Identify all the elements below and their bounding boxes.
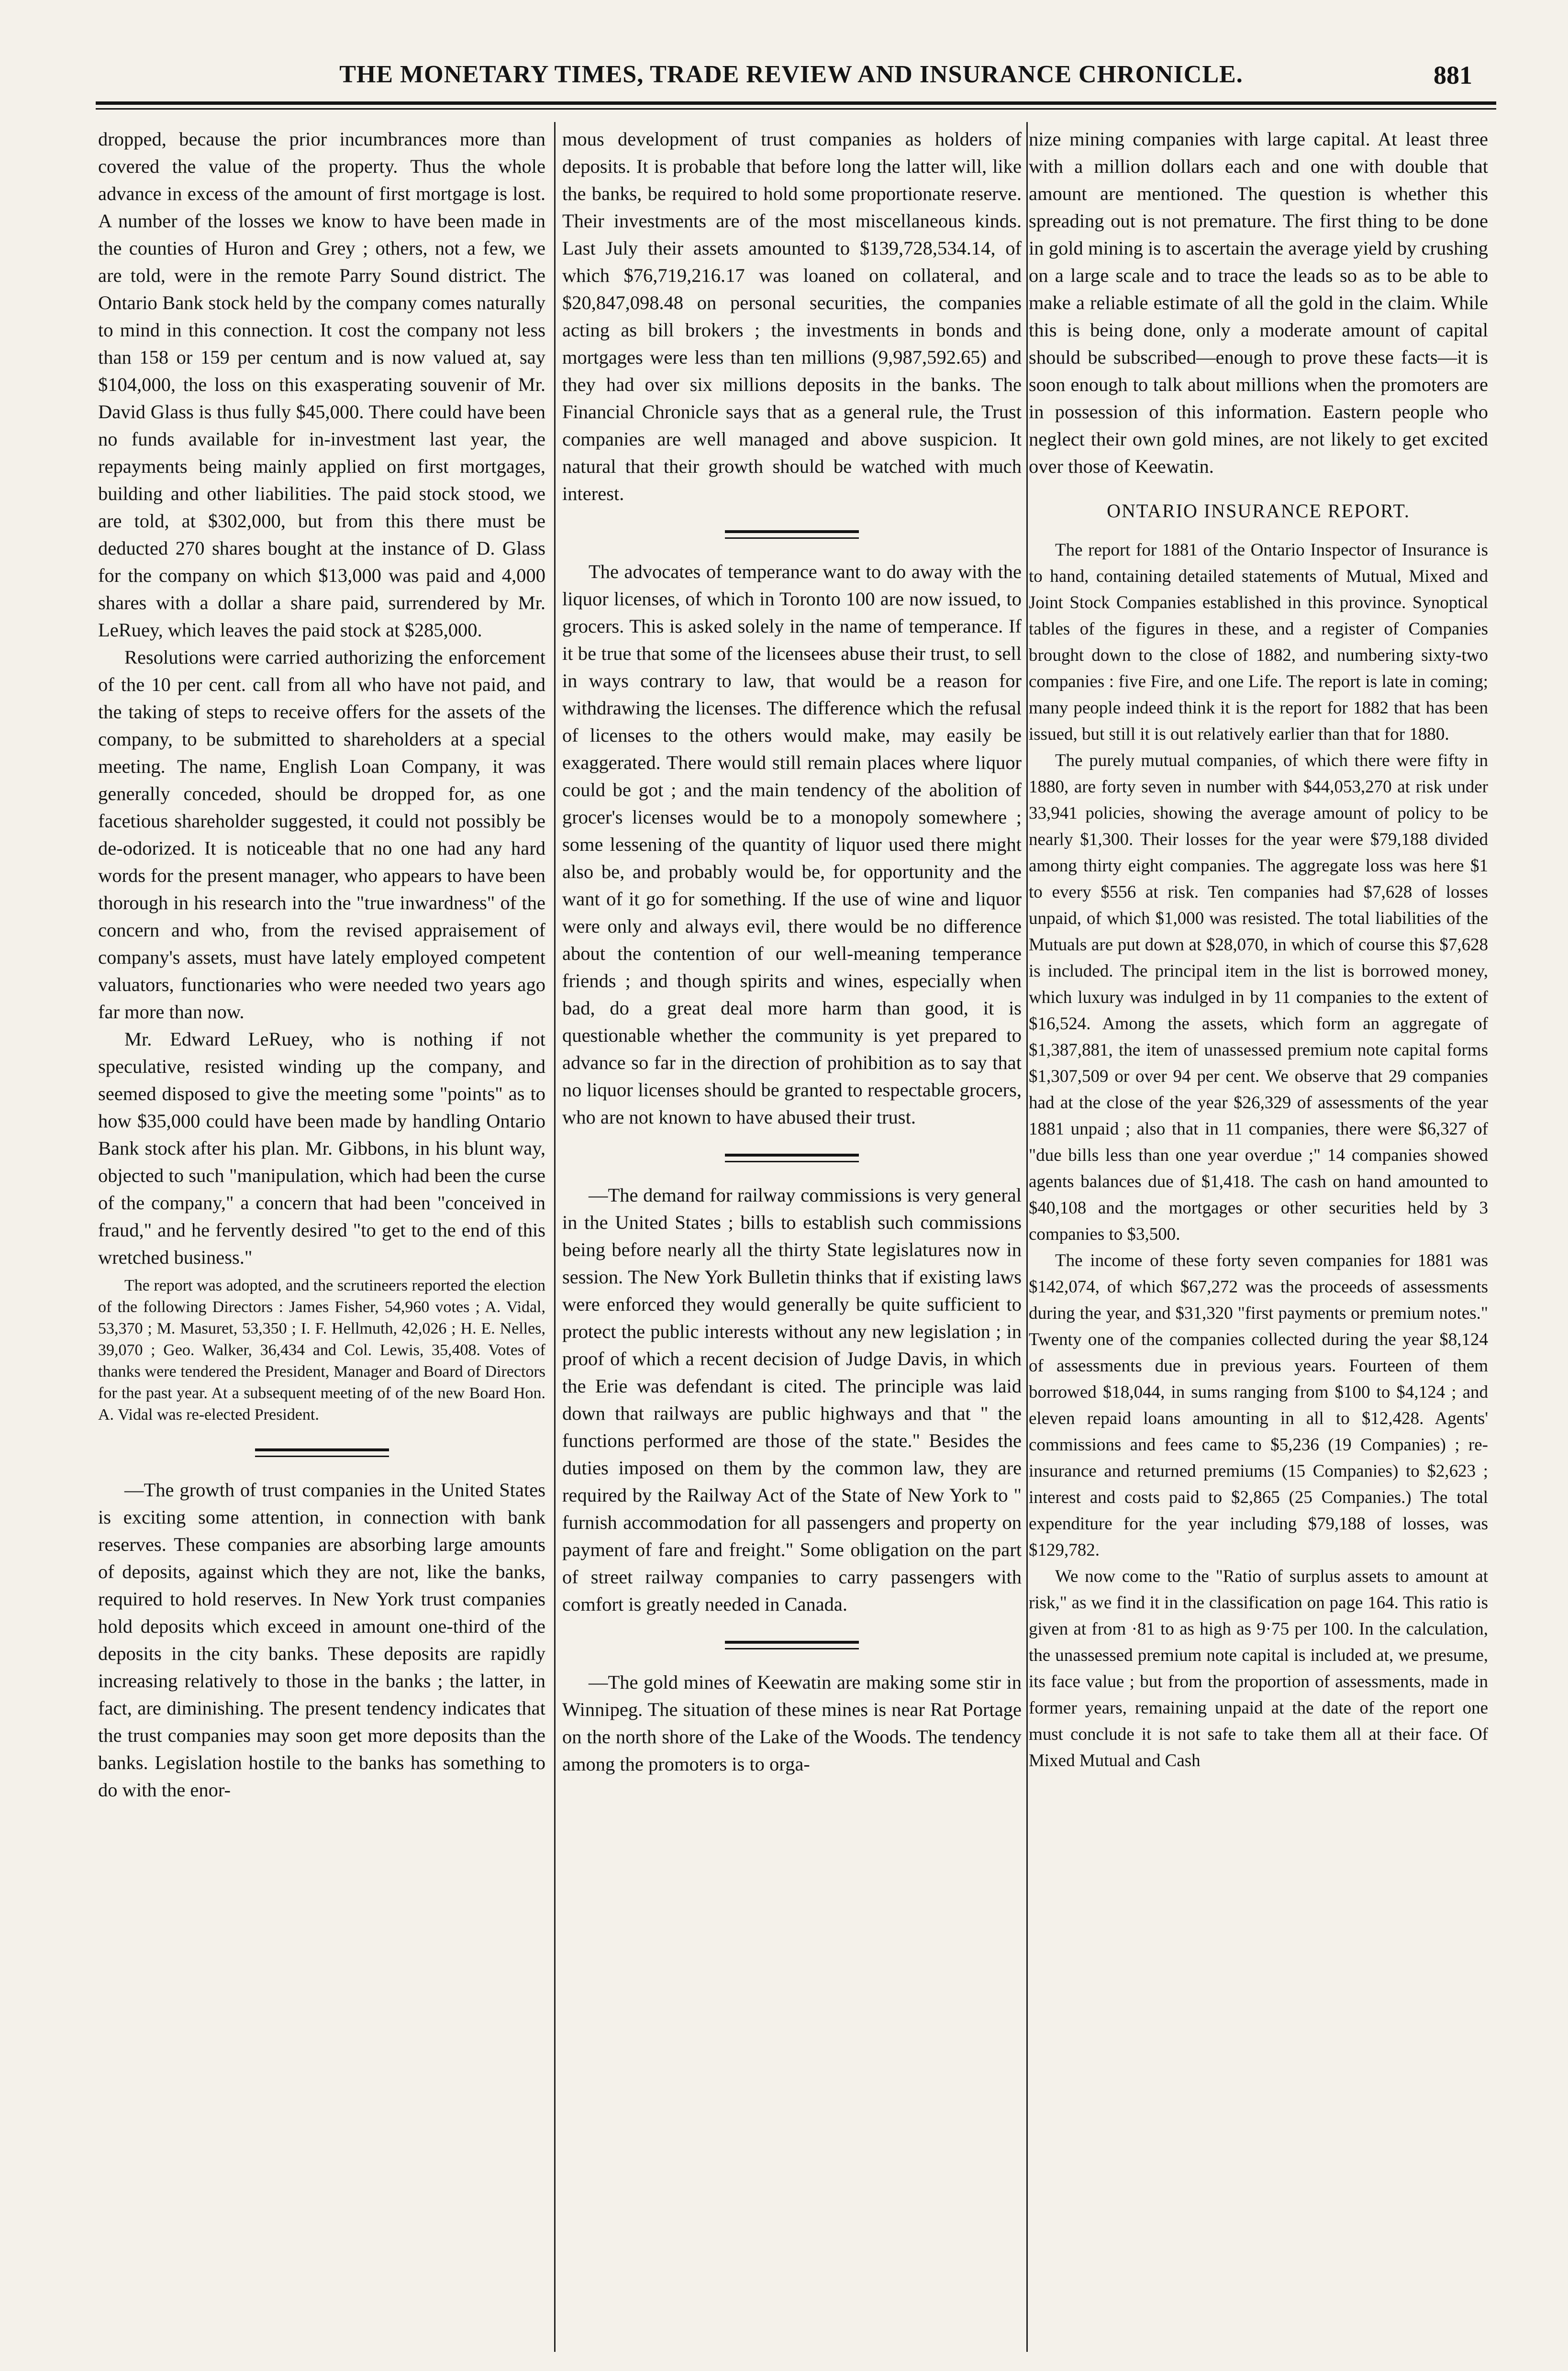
article-paragraph: nize mining companies with large capital. At least three with a million dollars each and one with double that amount are mentioned. The question is whether this spreading out is not premature. The first thing to be done in gold mining is to ascertain the average yield by crushing on a large scale and to trace the leads so as to be able to make a reliable estimate of all the gold in the claim. While this is being done, only a moderate amount of capital should be subscribed—enough to prove these facts—it is soon enough to talk about millions when the promoters are in possession of this information. Eastern people who neglect their own gold mines, are not likely to get excited over those of Keewatin.: [1029, 128, 1488, 477]
running-title: THE MONETARY TIMES, TRADE REVIEW AND INSURANCE CHRONICLE.: [339, 60, 1243, 88]
article-paragraph-small: The report was adopted, and the scrutineers reported the election of the following Directors : James Fisher, 54,960 votes ; A. Vidal, 53,370 ; M. Masuret, 53,350 ; I. F. Hellmuth, 42,026 ; H. E. Nelles, 39,070 ; Geo. Walker, 36,434 and Col. Lewis, 35,408. Votes of thanks were tendered the President, Manager and Board of Directors for the past year. At a subsequent meeting of of the new Board Hon. A. Vidal was re-elected President.: [98, 1277, 545, 1424]
section-separator: [562, 523, 1022, 545]
column-1: [98, 125, 545, 2350]
section-separator: [562, 1147, 1022, 1169]
page-header: [110, 53, 1472, 96]
news-item: —The demand for railway commissions is very general in the United States ; bills to establish such commissions being before nearly all the thirty State legislatures now in session. The New York Bulletin thinks that if existing laws were enforced they would generally be quite sufficient to protect the public interests without any new legislation ; in proof of which a recent decision of Judge Davis, in which the Erie was defendant is cited. The principle was laid down that railways are public highways and that " the functions performed are those of the state." Besides the duties imposed on them by the common law, they are required by the Railway Act of the State of New York to " furnish accommodation for all passengers and property on payment of fare and freight." Some obligation on the part of street railway companies to carry passengers with comfort is greatly needed in Canada.: [562, 1184, 1022, 1615]
article-paragraph: Resolutions were carried authorizing the enforcement of the 10 per cent. call from all who have not paid, and the taking of steps to receive offers for the assets of the company, to be submitted to shareholders at a special meeting. The name, English Loan Company, it was generally conceded, should be dropped for, as one facetious shareholder suggested, it could not possibly be de-odorized. It is noticeable that no one had any hard words for the present manager, who appears to have been thorough in his research into the "true inwardness" of the concern and who, from the revised appraisement of company's assets, must have lately employed competent valuators, functionaries who were needed two years ago far more than now.: [98, 646, 545, 1023]
article-paragraph: mous development of trust companies as holders of deposits. It is probable that before long the latter will, like the banks, be required to hold some proportionate reserve. Their investments are of the most miscellaneous kinds. Last July their assets amounted to $139,728,534.14, of which $76,719,216.17 was loaned on collateral, and $20,847,098.48 on personal securities, the companies acting as bill brokers ; the investments in bonds and mortgages were less than ten millions (9,987,592.65) and they had over six millions deposits in the banks. The Financial Chronicle says that as a general rule, the Trust companies are well managed and above suspicion. It natural that their growth should be watched with much interest.: [562, 128, 1022, 504]
column-divider: [1026, 122, 1028, 2352]
section-separator: [562, 1634, 1022, 1656]
column-2: [562, 125, 1022, 2350]
column-3: [1029, 125, 1488, 2350]
page-number: 881: [1434, 61, 1472, 89]
news-item: The advocates of temperance want to do away with the liquor licenses, of which in Toronto 100 are now issued, to grocers. This is asked solely in the name of temperance. If it be true that some of the licensees abuse their trust, to sell in ways contrary to law, that would be a reason for withdrawing the licenses. The difference which the refusal of licenses to the others would make, may easily be exaggerated. There would still remain places where liquor could be got ; and the main tendency of the abolition of grocer's licenses would be to a monopoly somewhere ; some lessening of the quantity of liquor used there might also be, and probably would be, for opportunity and the want of it go for something. If the use of wine and liquor were only and always evil, there would be no difference about the contention of our well-meaning temperance friends ; and though spirits and wines, especially when bad, do a great deal more harm than good, it is questionable whether the community is yet prepared to advance so far in the direction of prohibition as to say that no liquor licenses should be granted to respectable grocers, who are not known to have abused their trust.: [562, 561, 1022, 1128]
news-item: —The gold mines of Keewatin are making some stir in Winnipeg. The situation of these mines is near Rat Portage on the north shore of the Lake of the Woods. The tendency among the promoters is to orga-: [562, 1671, 1022, 1775]
report-paragraph: The income of these forty seven companies for 1881 was $142,074, of which $67,272 was the proceeds of assessments during the year, and $31,320 "first payments or premium notes." Twenty one of the companies collected during the year $8,124 of assessments due in previous years. Fourteen of them borrowed $18,044, in sums ranging from $100 to $4,124 ; and eleven repaid loans amounting in all to $12,428. Agents' commissions and fees came to $5,236 (19 Companies) ; re-insurance and returned premiums (15 Companies) to $2,623 ; interest and costs paid to $2,865 (25 Companies.) The total expenditure for the year including $79,188 of losses, was $129,782.: [1029, 1251, 1488, 1560]
column-divider: [554, 122, 556, 2352]
news-item: —The growth of trust companies in the United States is exciting some attention, in connection with bank reserves. These companies are absorbing large amounts of deposits, against which they are not, like the banks, required to hold reserves. In New York trust companies hold deposits which exceed in amount one-third of the deposits in the city banks. These deposits are rapidly increasing relatively to those in the banks ; the latter, in fact, are diminishing. The present tendency indicates that the trust companies may soon get more deposits than the banks. Legislation hostile to the banks has something to do with the enor-: [98, 1479, 545, 1801]
report-paragraph: The report for 1881 of the Ontario Inspector of Insurance is to hand, containing detailed statements of Mutual, Mixed and Joint Stock Companies established in this province. Synoptical tables of the figures in these, and a register of Companies brought down to the close of 1882, and numbering sixty-two companies : five Fire, and one Life. The report is late in coming; many people indeed think it is the report for 1882 that has been issued, but still it is out relatively earlier than that for 1880.: [1029, 540, 1488, 744]
header-rule-thin: [96, 108, 1496, 110]
report-paragraph: The purely mutual companies, of which there were fifty in 1880, are forty seven in number with $44,053,270 at risk under 33,941 policies, showing the average amount of policy to be nearly $1,300. Their losses for the year were $79,188 divided among thirty eight companies. The aggregate loss was here $1 to every $556 at risk. Ten companies had $7,628 of losses unpaid, of which $1,000 was resisted. The total liabilities of the Mutuals are put down at $28,070, in which of course this $7,628 is included. The principal item in the list is borrowed money, which luxury was indulged in by 11 companies to the extent of $16,524. Among the assets, which form an aggregate of $1,387,881, the item of unassessed premium note capital forms $1,307,509 or over 94 per cent. We observe that 29 companies had at the close of the year $26,329 of assessments of the year 1881 unpaid ; also that in 11 companies, there were $6,327 of "due bills less than one year overdue ;" 14 companies showed agents balances due of $1,418. The cash on hand amounted to $40,108 and the mortgages or other securities held by 3 companies to $3,500.: [1029, 751, 1488, 1244]
section-separator: [98, 1442, 545, 1464]
section-heading: ONTARIO INSURANCE REPORT.: [1107, 500, 1410, 522]
report-paragraph: We now come to the "Ratio of surplus assets to amount at risk," as we find it in the classification on page 164. This ratio is given at from ·81 to as high as 9·75 per 100. In the calculation, the unassessed premium note capital is included at, we presume, its face value ; but from the proportion of assessments, made in former years, remaining unpaid at the date of the report one must conclude it is not safe to take them all at their face. Of Mixed Mutual and Cash: [1029, 1567, 1488, 1770]
header-rule-thick: [96, 101, 1496, 105]
article-paragraph: dropped, because the prior incumbrances more than covered the value of the property. Thus the whole advance in excess of the amount of first mortgage is lost. A number of the losses we know to have been made in the counties of Huron and Grey ; others, not a few, we are told, were in the remote Parry Sound district. The Ontario Bank stock held by the company comes naturally to mind in this connection. It cost the company not less than 158 or 159 per centum and is now valued at, say $104,000, the loss on this exasperating souvenir of Mr. David Glass is thus fully $45,000. There could have been no funds available for in-investment last year, the repayments being mainly applied on first mortgages, building and other liabilities. The paid stock stood, we are told, at $302,000, but from this there must be deducted 270 shares bought at the instance of D. Glass for the company on which $13,000 was paid and 4,000 shares with a dollar a share paid, surrendered by Mr. LeRuey, which leaves the paid stock at $285,000.: [98, 128, 545, 641]
article-paragraph: Mr. Edward LeRuey, who is nothing if not speculative, resisted winding up the company, and seemed disposed to give the meeting some "points" as to how $35,000 could have been made by handling Ontario Bank stock after his plan. Mr. Gibbons, in his blunt way, objected to such "manipulation, which had been the curse of the company," a concern that had been "conceived in fraud," and he fervently desired "to get to the end of this wretched business.": [98, 1028, 545, 1268]
